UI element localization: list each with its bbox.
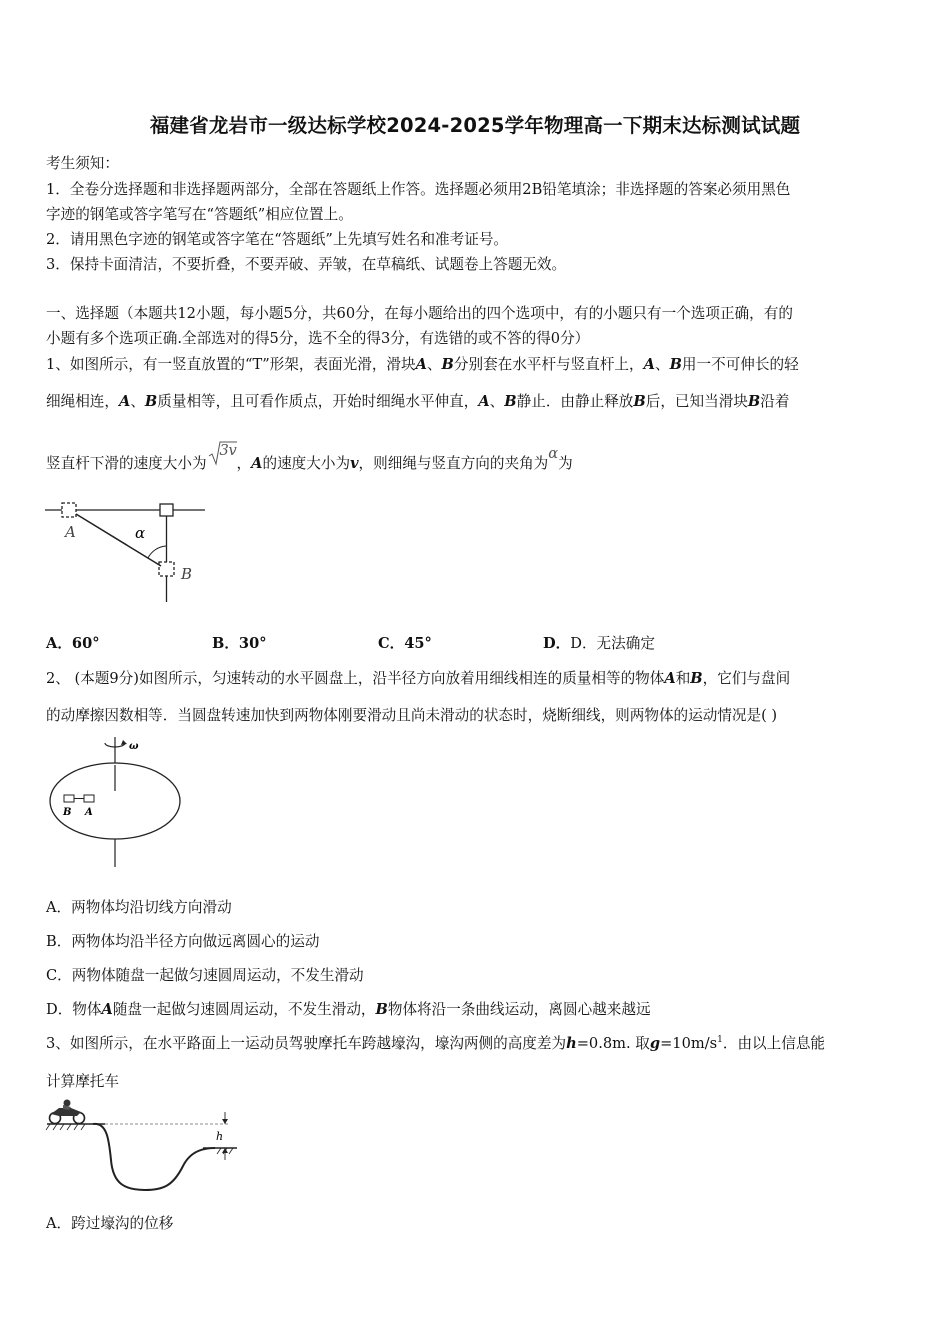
t-frame-joint	[160, 504, 173, 516]
left-ground-hatch	[46, 1124, 85, 1130]
rotation-arrowhead	[121, 740, 127, 745]
motorcycle-icon	[50, 1100, 85, 1124]
block-a	[84, 795, 94, 802]
omega-label: ω	[129, 741, 139, 752]
q1-stem-line2: 细绳相连，A、B质量相等，且可看作质点，开始时细绳水平伸直，A、B静止．由静止释放B后，已知当滑块B沿着	[46, 393, 790, 410]
q2-option-c[interactable]: C．两物体随盘一起做匀速圆周运动，不发生滑动	[46, 967, 364, 984]
ditch-profile	[93, 1124, 215, 1190]
q1-option-a[interactable]: A．60°	[46, 635, 100, 652]
sqrt3v-formula	[207, 442, 237, 468]
q2-option-d[interactable]: D．物体A随盘一起做匀速圆周运动，不发生滑动，B物体将沿一条曲线运动，离圆心越来越远	[46, 1001, 651, 1018]
q2-figure	[45, 735, 185, 875]
q1-option-b[interactable]: B．30°	[212, 635, 267, 652]
fig-alpha-label: α	[135, 524, 146, 542]
fig-h-label: h	[216, 1130, 224, 1143]
sqrt-radicand: 3	[219, 442, 229, 459]
block-a	[62, 503, 76, 517]
fig-a-label: A	[85, 807, 93, 818]
q3-option-a[interactable]: A．跨过壕沟的位移	[46, 1215, 174, 1232]
q2-option-b[interactable]: B．两物体均沿半径方向做远离圆心的运动	[46, 933, 320, 950]
page-title: 福建省龙岩市一级达标学校2024-2025学年物理高一下期末达标测试试题	[149, 114, 801, 137]
notice-item-1: 1．全卷分选择题和非选择题两部分，全部在答题纸上作答。选择题必须用2B铅笔填涂；非选择题的答案必须用黑色	[46, 181, 791, 198]
notice-item-1-cont: 字迹的钢笔或答字笔写在“答题纸”相应位置上。	[46, 206, 353, 223]
q2-option-a[interactable]: A．两物体均沿切线方向滑动	[46, 899, 232, 916]
fig-a-label: A	[65, 523, 76, 541]
angle-arc	[148, 546, 166, 558]
h-arrowhead-top	[222, 1119, 228, 1124]
notice-item-3: 3．保持卡面清洁，不要折叠，不要弄破、弄皱，在草稿纸、试题卷上答题无效。	[46, 256, 567, 273]
notice-heading: 考生须知：	[46, 155, 119, 172]
q2-stem-line2: 的动摩擦因数相等．当圆盘转速加快到两物体刚要滑动且尚未滑动的状态时，烧断细线，则两物体的运动情况是( )	[46, 707, 778, 724]
q1-stem-line3: 竖直杆下滑的速度大小为 3 v ，A的速度大小为v，则细绳与竖直方向的夹角为α为	[46, 442, 573, 472]
q1-option-d[interactable]: D．D．无法确定	[543, 635, 655, 652]
section-heading-cont: 小题有多个选项正确.全部选对的得5分，选不全的得3分，有选错的或不答的得0分）	[46, 330, 590, 347]
q3-figure	[45, 1100, 245, 1200]
sqrt-velocity: v	[228, 442, 237, 459]
q2-stem-line1: 2、 (本题9分)如图所示，匀速转动的水平圆盘上，沿半径方向放着用细线相连的质量相等的物体A和B，它们与盘间	[46, 670, 791, 687]
q3-stem-line1: 3、如图所示，在水平路面上一运动员驾驶摩托车跨越壕沟，壕沟两侧的高度差为h=0.8m. 取$g=10m/s^1$．由以上信息能	[46, 1035, 826, 1052]
q1-stem-line1: 1、如图所示，有一竖直放置的“T”形架，表面光滑，滑块A、B分别套在水平杆与竖直杆上，A、B用一不可伸长的轻	[46, 356, 799, 373]
fig-b-label: B	[181, 565, 193, 583]
block-b	[64, 795, 74, 802]
q3-stem-line2: 计算摩托车	[46, 1073, 119, 1090]
alpha-symbol: α	[548, 445, 559, 462]
fig-b-label: B	[63, 807, 72, 818]
q1-option-c[interactable]: C．45°	[378, 635, 432, 652]
section-heading: 一、选择题（本题共12小题，每小题5分，共60分，在每小题给出的四个选项中，有的小题只有一个选项正确，有的	[46, 305, 793, 322]
block-b	[159, 562, 174, 576]
rope	[76, 514, 161, 566]
q1-figure	[40, 490, 210, 610]
notice-item-2: 2．请用黑色字迹的钢笔或答字笔在“答题纸”上先填写姓名和准考证号。	[46, 231, 509, 248]
